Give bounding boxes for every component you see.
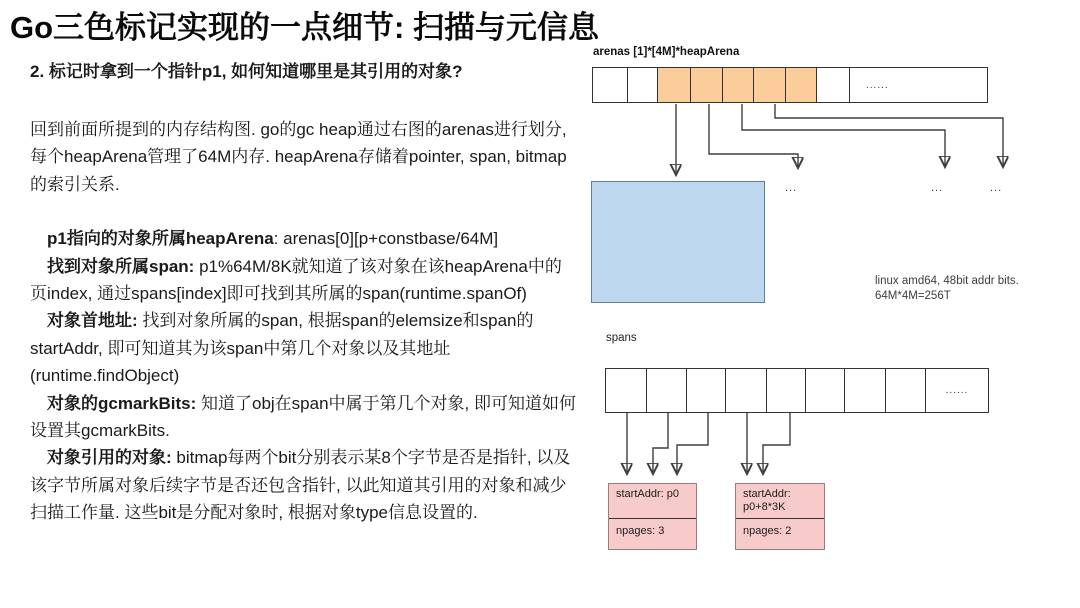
span-arrow-5 [763,413,790,472]
array-cell [722,67,754,103]
arenas-array-label: arenas [1]*[4M]*heapArena [593,46,740,58]
note-line-2: 64M*4M=256T [875,290,951,302]
mspan-1-start-addr: startAddr: p0 [616,488,679,500]
paragraph [30,116,578,198]
paragraph-text: 知道了obj在span中属于第几个对象, 即可知道如何设置其gcmarkBits. [30,393,576,441]
array-cell [686,368,726,413]
paragraph [30,225,578,252]
paragraph-text: : arenas[0][p+constbase/64M] [273,229,499,249]
spans-row [605,368,989,413]
heap-arena-fields-box [591,181,765,303]
paragraph [30,253,578,308]
paragraph-lead: 对象引用的对象: [47,448,172,468]
array-cell [753,67,786,103]
paragraph-lead: 找到对象所属span: [47,256,195,276]
paragraph-lead: 对象首地址: [47,311,138,331]
array-cell [816,67,850,103]
array-cell [725,368,767,413]
paragraph [30,307,578,389]
ellipsis-text: ...... [866,79,889,91]
span-arrow-2 [653,413,668,472]
page-title: Go三色标记实现的一点细节: 扫描与元信息 [10,10,599,45]
spans-array-label: spans [606,332,637,344]
mspan-box-1 [608,483,697,550]
arena-arrow-4 [775,104,1003,165]
arena-arrow-3 [742,104,945,165]
array-cell [766,368,806,413]
ellipsis-arena-3: ... [990,182,1003,194]
mspan-box-2 [735,483,825,550]
platform-note [875,274,1019,304]
body-paragraphs [30,116,578,527]
mspan-1-npages: npages: 3 [609,518,696,549]
array-cell [592,67,628,103]
note-line-1: linux amd64, 48bit addr bits. [875,275,1019,287]
ellipsis-arena-1: ... [785,182,798,194]
array-cell [605,368,647,413]
paragraph-text: 找到对象所属的span, 根据span的elemsize和span的startAddr, 即可知道其为该span中第几个对象以及其地址(runtime.findObject) [30,311,534,386]
array-cell [885,368,926,413]
arenas-row [592,67,988,103]
paragraph-lead: p1指向的对象所属heapArena [47,229,274,249]
paragraph [30,444,578,526]
article [30,60,578,527]
mspan-2-npages: npages: 2 [736,518,824,549]
ellipsis-text: ...... [945,385,969,396]
mspan-2-start-addr: startAddr: p0+8*3K [743,488,791,513]
array-cell [657,67,691,103]
paragraph [30,390,578,445]
array-cell [690,67,723,103]
ellipsis-arena-2: ... [931,182,944,194]
question-heading: 2. 标记时拿到一个指针p1, 如何知道哪里是其引用的对象? [30,62,463,81]
array-cell [844,368,886,413]
array-cell [785,67,817,103]
paragraph-text: bitmap每两个bit分别表示某8个字节是否是指针, 以及该字节所属对象后续字节是否还包含指针, 以此知道其引用的对象和减少扫描工作量. 这些bit是分配对象时, 根据对象type信息设置的. [30,448,571,523]
array-cell [646,368,687,413]
array-cell-ellipsis [925,368,989,413]
array-cell [627,67,658,103]
span-arrow-3 [677,413,708,472]
paragraph-lead: 对象的gcmarkBits: [47,393,197,413]
array-cell-ellipsis [849,67,988,103]
paragraph-text: 回到前面所提到的内存结构图. go的gc heap通过右图的arenas进行划分, 每个heapArena管理了64M内存. heapArena存储着pointer, span, bitmap的索引关系. [30,120,567,194]
paragraph-text: p1%64M/8K就知道了该对象在该heapArena中的页index, 通过spans[index]即可找到其所属的span(runtime.spanOf) [30,256,562,304]
array-cell [805,368,845,413]
arena-arrow-2 [709,104,798,166]
